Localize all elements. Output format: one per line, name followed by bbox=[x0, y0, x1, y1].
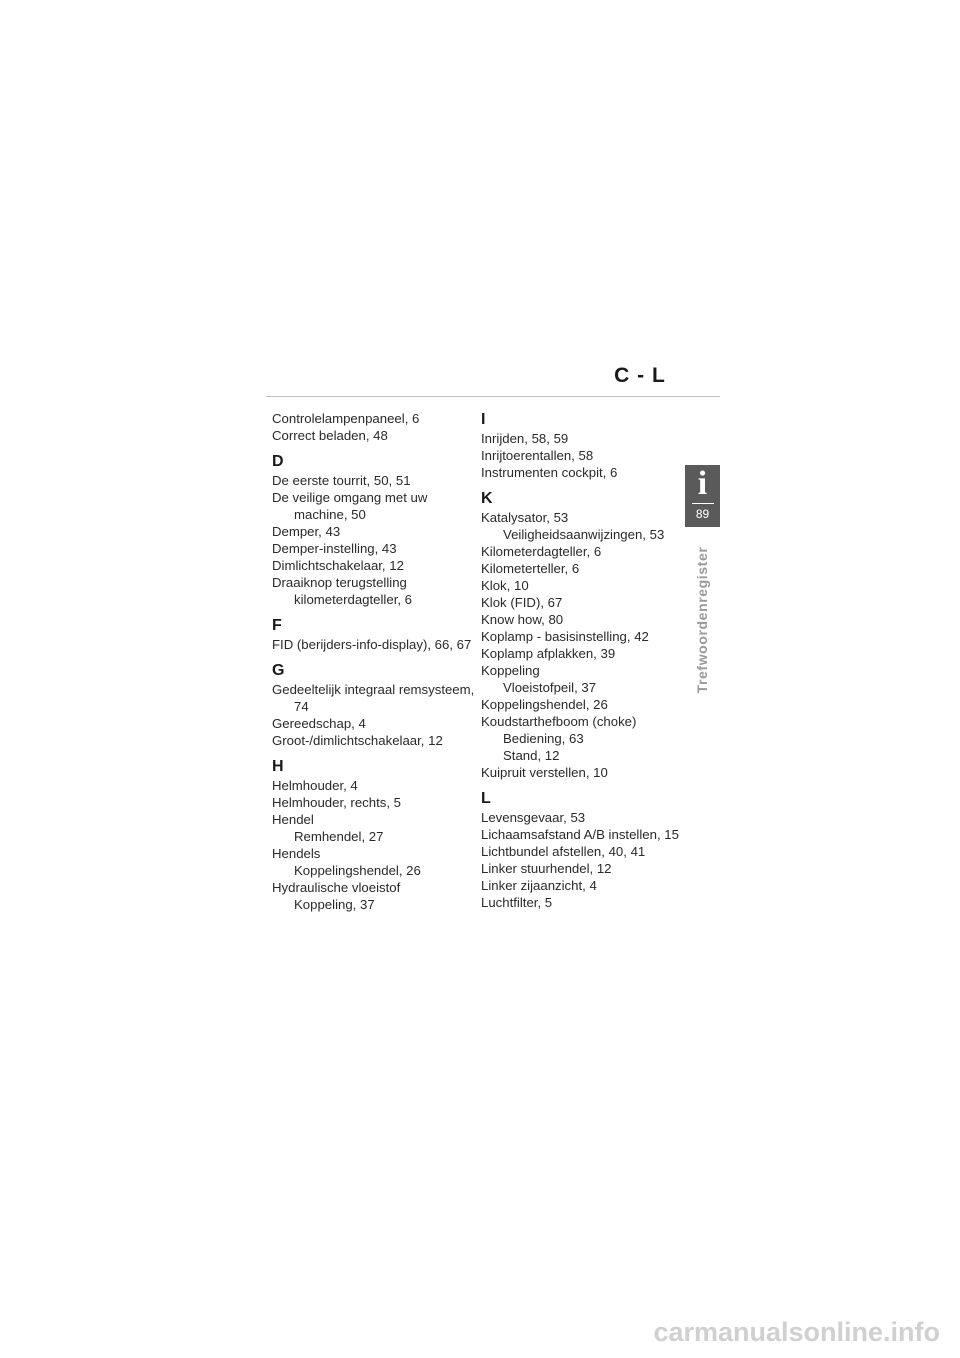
index-letter: G bbox=[272, 662, 285, 679]
index-entry: Kilometerdagteller, 6 bbox=[481, 544, 602, 559]
watermark: carmanualsonline.info bbox=[653, 1317, 940, 1347]
index-entry: Koplamp afplakken, 39 bbox=[481, 646, 616, 661]
index-letter: K bbox=[481, 490, 493, 507]
index-group bbox=[272, 616, 482, 653]
left-sections bbox=[272, 452, 482, 913]
index-group bbox=[272, 452, 482, 608]
index-column-right bbox=[481, 410, 691, 911]
index-entry: Helmhouder, rechts, 5 bbox=[272, 795, 402, 810]
index-group bbox=[481, 410, 691, 481]
index-entry: Linker stuurhendel, 12 bbox=[481, 861, 612, 876]
right-sections bbox=[481, 410, 691, 911]
page-heading: C - L bbox=[614, 364, 666, 387]
index-subentry: Veiligheidsaanwijzingen, 53 bbox=[503, 527, 665, 542]
index-entry: Levensgevaar, 53 bbox=[481, 810, 586, 825]
index-entry: Katalysator, 53 bbox=[481, 510, 569, 525]
index-entry: Lichtbundel afstellen, 40, 41 bbox=[481, 844, 646, 859]
index-subentry: Koppelingshendel, 26 bbox=[294, 863, 421, 878]
index-entry: Koppelingshendel, 26 bbox=[481, 697, 608, 712]
index-entry: Draaiknop terugstelling bbox=[272, 575, 407, 590]
index-entry: 74 bbox=[294, 699, 309, 714]
index-entry: Kuipruit verstellen, 10 bbox=[481, 765, 608, 780]
index-entry: Kilometerteller, 6 bbox=[481, 561, 580, 576]
index-entry: De eerste tourrit, 50, 51 bbox=[272, 473, 411, 488]
index-subentry: Bediening, 63 bbox=[503, 731, 584, 746]
index-group bbox=[272, 757, 482, 913]
index-entry: Koplamp - basisinstelling, 42 bbox=[481, 629, 649, 644]
index-group bbox=[272, 661, 482, 749]
index-column-left bbox=[272, 410, 482, 913]
index-entry: Hendels bbox=[272, 846, 321, 861]
index-entry: Gedeeltelijk integraal remsysteem, bbox=[272, 682, 475, 697]
index-entry: Demper-instelling, 43 bbox=[272, 541, 397, 556]
index-entry: Know how, 80 bbox=[481, 612, 564, 627]
index-entry: Lichaamsafstand A/B instellen, 15 bbox=[481, 827, 679, 842]
index-entry: Instrumenten cockpit, 6 bbox=[481, 465, 618, 480]
index-letter: D bbox=[272, 453, 284, 470]
index-letter: H bbox=[272, 758, 284, 775]
index-entry: Hydraulische vloeistof bbox=[272, 880, 401, 895]
tab-divider bbox=[692, 503, 714, 504]
index-entry: Gereedschap, 4 bbox=[272, 716, 366, 731]
index-group bbox=[481, 789, 691, 911]
index-entry: Demper, 43 bbox=[272, 524, 341, 539]
index-entry: FID (berijders-info-display), 66, 67 bbox=[272, 637, 472, 652]
index-subentry: Remhendel, 27 bbox=[294, 829, 384, 844]
heading-rule bbox=[266, 396, 720, 397]
section-side-label: Trefwoordenregister bbox=[694, 546, 710, 694]
index-entry: Inrijden, 58, 59 bbox=[481, 431, 569, 446]
index-subentry: Koppeling, 37 bbox=[294, 897, 375, 912]
index-entry: Klok (FID), 67 bbox=[481, 595, 563, 610]
index-letter: F bbox=[272, 617, 282, 634]
index-letter: L bbox=[481, 790, 491, 807]
index-entry: Controlelampenpaneel, 6 bbox=[272, 411, 420, 426]
index-entry: Helmhouder, 4 bbox=[272, 778, 358, 793]
index-entry: Linker zijaanzicht, 4 bbox=[481, 878, 597, 893]
chapter-tab bbox=[685, 465, 720, 527]
index-subentry: Stand, 12 bbox=[503, 748, 560, 763]
index-subentry: Vloeistofpeil, 37 bbox=[503, 680, 597, 695]
index-entry: machine, 50 bbox=[294, 507, 366, 522]
index-entry: Groot-/dimlichtschakelaar, 12 bbox=[272, 733, 443, 748]
index-entry: Koppeling bbox=[481, 663, 540, 678]
index-entry: kilometerdagteller, 6 bbox=[294, 592, 413, 607]
index-entry: Koudstarthefboom (choke) bbox=[481, 714, 637, 729]
index-entry: Luchtfilter, 5 bbox=[481, 895, 553, 910]
index-entry: Inrijtoerentallen, 58 bbox=[481, 448, 594, 463]
index-entry: Correct beladen, 48 bbox=[272, 428, 388, 443]
info-icon: i bbox=[697, 465, 708, 502]
index-letter: I bbox=[481, 411, 486, 428]
index-entry: Hendel bbox=[272, 812, 314, 827]
page-number: 89 bbox=[695, 507, 710, 521]
index-entry: Klok, 10 bbox=[481, 578, 529, 593]
index-entry: De veilige omgang met uw bbox=[272, 490, 428, 505]
index-entry: Dimlichtschakelaar, 12 bbox=[272, 558, 404, 573]
index-group bbox=[481, 489, 691, 781]
